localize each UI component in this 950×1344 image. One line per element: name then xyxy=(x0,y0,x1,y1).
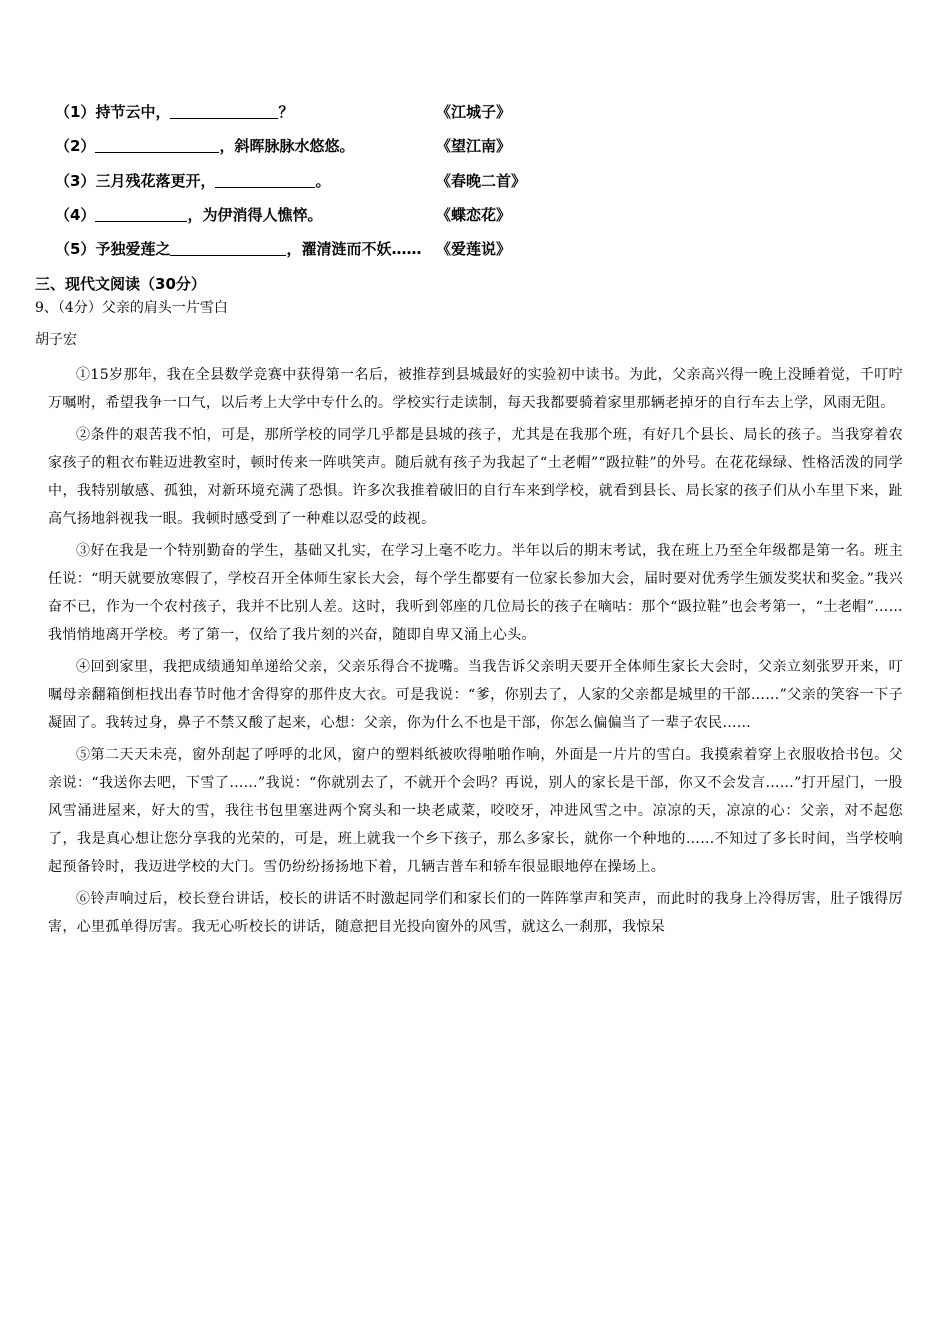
paragraph-6: ⑥铃声响过后，校长登台讲话，校长的讲话不时激起同学们和家长们的一阵阵掌声和笑声，而此时的我身上冷得厉害，肚子饿得厉害，心里孤单得厉害。我无心听校长的讲话，随意把目光投向窗外的风雪，就这么一刹那，我惊呆 xyxy=(48,891,903,935)
line-text-before: 三月残花落更开， xyxy=(95,172,216,190)
article-author: 胡子宏 xyxy=(35,332,77,348)
fill-blank-3 xyxy=(55,166,895,196)
article-body xyxy=(48,361,903,945)
poem-source: 《蝶恋花》 xyxy=(436,206,512,224)
fill-blank-4 xyxy=(55,200,895,230)
line-text-after: 。 xyxy=(315,172,331,190)
paragraph-3: ③好在我是一个特别勤奋的学生，基础又扎实，在学习上毫不吃力。半年以后的期末考试，我在班上乃至全年级都是第一名。班主任说：“明天就要放寒假了，学校召开全体师生家长大会，每个学生都要有一位家长参加大会，届时要对优秀学生颁发奖状和奖金。”我兴奋不已，作为一个农村孩子，我并不比别人差。这时，我听到邻座的几位局长的孩子在嘀咕：那个“趿拉鞋”也会考第一，“土老帽”……我悄悄地离开学校。考了第一，仅给了我片刻的兴奋，随即自卑又涌上心头。 xyxy=(48,543,903,643)
fill-blank-1 xyxy=(55,97,895,127)
answer-blank[interactable] xyxy=(170,100,278,119)
poem-source: 《爱莲说》 xyxy=(436,240,512,258)
paragraph-5: ⑤第二天天未亮，窗外刮起了呼呼的北风，窗户的塑料纸被吹得啪啪作响，外面是一片片的雪白。我摸索着穿上衣服收拾书包。父亲说：“我送你去吧，下雪了……”我说：“你就别去了，不就开个会吗？再说，别人的家长是干部，你又不会发言……”打开屋门，一股风雪涌进屋来，好大的雪，我往书包里塞进两个窝头和一块老咸菜，咬咬牙，冲进风雪之中。凉凉的天，凉凉的心：父亲，对不起您了，我是真心想让您分享我的光荣的，可是，班上就我一个乡下孩子，那么多家长，就你一个种地的……不知过了多长时间，当学校响起预备铃时，我迈进学校的大门。雪仍纷纷扬扬地下着，几辆吉普车和轿车很显眼地停在操场上。 xyxy=(48,747,903,875)
answer-blank[interactable] xyxy=(215,169,315,188)
answer-blank[interactable] xyxy=(95,134,219,153)
line-text-after: ，斜晖脉脉水悠悠。 xyxy=(219,137,355,155)
line-text-before: 持节云中， xyxy=(95,103,171,121)
paragraph-4: ④回到家里，我把成绩通知单递给父亲，父亲乐得合不拢嘴。当我告诉父亲明天要开全体师生家长大会时，父亲立刻张罗开来，叮嘱母亲翻箱倒柜找出春节时他才舍得穿的那件皮大衣。可是我说：“爹，你别去了，人家的父亲都是城里的干部……”父亲的笑容一下子凝固了。我转过身，鼻子不禁又酸了起来，心想：父亲，你为什么不也是干部，你怎么偏偏当了一辈子农民…… xyxy=(48,659,903,731)
line-text-after: ，为伊消得人憔悴。 xyxy=(187,206,323,224)
item-number: （3） xyxy=(55,172,96,190)
question-title: 9、（4分）父亲的肩头一片雪白 xyxy=(35,300,228,316)
paragraph-1: ①15岁那年，我在全县数学竞赛中获得第一名后，被推荐到县城最好的实验初中读书。为此，父亲高兴得一晚上没睡着觉，千叮咛万嘱咐，希望我争一口气，以后考上大学中专什么的。学校实行走读制，每天我都要骑着家里那辆老掉牙的自行车去上学，风雨无阻。 xyxy=(48,367,903,411)
poem-source: 《江城子》 xyxy=(436,103,512,121)
line-text-after: ？ xyxy=(278,103,294,121)
answer-blank[interactable] xyxy=(95,203,187,222)
line-text-before: 予独爱莲之 xyxy=(95,240,171,258)
section-title: 三、现代文阅读（30分） xyxy=(35,275,206,293)
fill-blank-5 xyxy=(55,234,895,264)
item-number: （5） xyxy=(55,240,96,258)
item-number: （1） xyxy=(55,103,96,121)
answer-blank[interactable] xyxy=(170,237,286,256)
item-number: （2） xyxy=(55,137,96,155)
poem-source: 《春晚二首》 xyxy=(436,172,527,190)
poem-source: 《望江南》 xyxy=(436,137,512,155)
line-text-after: ，濯清涟而不妖…… xyxy=(286,240,422,258)
item-number: （4） xyxy=(55,206,96,224)
fill-blank-2 xyxy=(55,131,895,161)
paragraph-2: ②条件的艰苦我不怕，可是，那所学校的同学几乎都是县城的孩子，尤其是在我那个班，有好几个县长、局长的孩子。当我穿着农家孩子的粗衣布鞋迈进教室时，顿时传来一阵哄笑声。随后就有孩子为我起了“土老帽”“趿拉鞋”的外号。在花花绿绿、性格活泼的同学中，我特别敏感、孤独，对新环境充满了恐惧。许多次我推着破旧的自行车来到学校，就看到县长、局长家的孩子们从小车里下来，趾高气扬地斜视我一眼。我顿时感受到了一种难以忍受的歧视。 xyxy=(48,427,903,527)
